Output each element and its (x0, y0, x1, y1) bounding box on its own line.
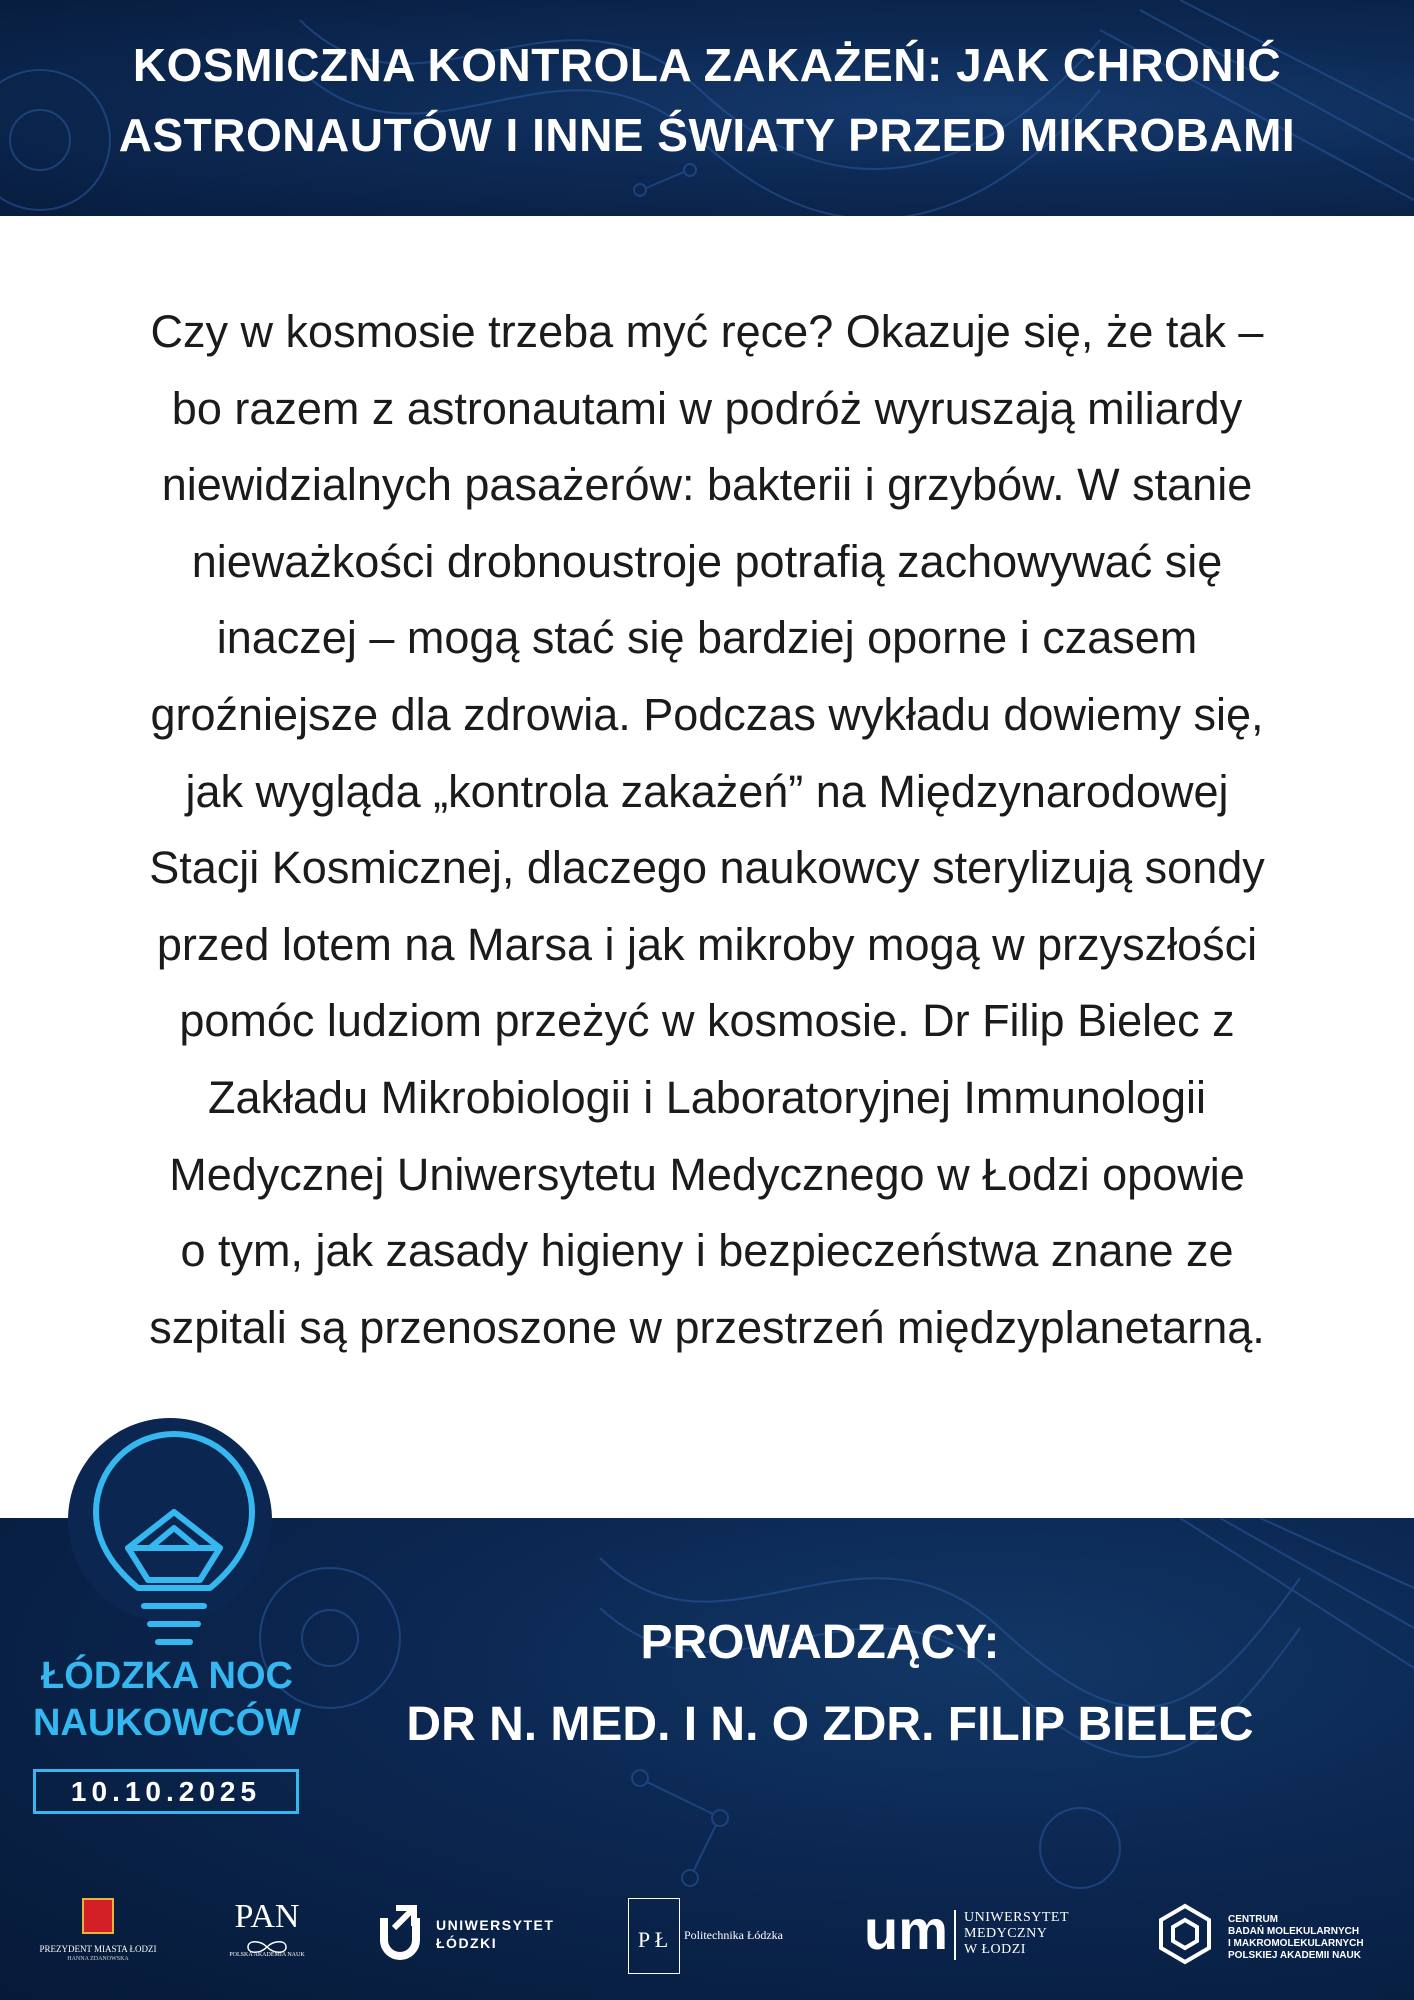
ul-arrow-icon (374, 1904, 426, 1964)
description-line: Zakładu Mikrobiologii i Laboratoryjnej Immunologii (208, 1071, 1206, 1123)
description-line: Medycznej Uniwersytetu Medycznego w Łodzi opowie (169, 1148, 1245, 1200)
event-name-line-2: NAUKOWCÓW (32, 1702, 302, 1744)
pan-wordmark: PAN (234, 1898, 300, 1935)
cb-text (1228, 1914, 1364, 1962)
header-banner (0, 0, 1414, 216)
lightbulb-boat-icon (88, 1428, 260, 1658)
prezydent-name: HANNA ZDANOWSKA (67, 1956, 129, 1962)
logo-politechnika-lodzka (628, 1898, 798, 1974)
description-line: bo razem z astronautami w podróż wyruszają miliardy (171, 382, 1243, 434)
pl-letters-icon (629, 1899, 678, 1972)
city-crest-icon (82, 1898, 114, 1934)
svg-text:P Ł: P Ł (637, 1927, 669, 1952)
cb-line-2: BADAŃ MOLEKULARNYCH (1228, 1926, 1360, 1937)
molecule-hexagon-icon (1152, 1902, 1218, 1968)
logo-uniwersytet-medyczny (864, 1898, 1084, 1964)
infinity-icon (242, 1940, 292, 1954)
cb-line-1: CENTRUM (1228, 1914, 1278, 1925)
cb-line-3: I MAKROMOLEKULARNYCH (1228, 1938, 1364, 1949)
logo-prezydent-miasta-lodzi (38, 1898, 158, 1968)
description-line: szpitali są przenoszone w przestrzeń międzyplanetarną. (149, 1301, 1265, 1353)
event-name-line-1: ŁÓDZKA NOC (41, 1655, 293, 1697)
pl-emblem-icon (628, 1898, 680, 1974)
page-title-line-1: KOSMICZNA KONTROLA ZAKAŻEŃ: JAK CHRONIĆ (132, 39, 1282, 91)
description-line: o tym, jak zasady higieny i bezpieczeństwa znane ze (180, 1225, 1234, 1277)
um-line-1: UNIWERSYTET (964, 1910, 1070, 1925)
description-line: jak wygląda „kontrola zakażeń” na Międzynarodowej (185, 765, 1229, 817)
um-line-2: MEDYCZNY (964, 1926, 1048, 1941)
description-line: inaczej – mogą stać się bardziej oporne i czasem (216, 612, 1198, 664)
cb-line-4: POLSKIEJ AKADEMII NAUK (1228, 1950, 1361, 1961)
lecturer-label: PROWADZĄCY: (640, 1616, 1000, 1669)
page-title-line-2: ASTRONAUTÓW I INNE ŚWIATY PRZED MIKROBAMI (118, 109, 1296, 161)
description-line: Stacji Kosmicznej, dlaczego naukowcy sterylizują sondy (149, 842, 1265, 894)
ul-line-1: UNIWERSYTET (436, 1917, 555, 1933)
lecture-description (40, 294, 1374, 1366)
logo-pan (222, 1900, 312, 1958)
description-line: pomóc ludziom przeżyć w kosmosie. Dr Filip Bielec z (179, 995, 1235, 1047)
description-line: nieważkości drobnoustroje potrafią zachowywać się (191, 535, 1223, 587)
description-line: niewidzialnych pasażerów: bakterii i grzybów. W stanie (161, 459, 1253, 511)
um-text (964, 1910, 1069, 1958)
description-line: przed lotem na Marsa i jak mikroby mogą w przyszłości (156, 918, 1258, 970)
ul-line-2: ŁÓDZKI (436, 1935, 498, 1951)
pan-subtitle: POLSKA AKADEMIA NAUK (229, 1952, 305, 1958)
logo-cbmm-pan (1152, 1902, 1392, 1968)
logo-uniwersytet-lodzki (374, 1904, 564, 1964)
um-line-3: W ŁODZI (964, 1942, 1026, 1957)
prezydent-label: PREZYDENT MIASTA ŁODZI (39, 1944, 157, 1954)
description-line: Czy w kosmosie trzeba myć ręce? Okazuje się, że tak – (150, 306, 1264, 357)
pl-label: Politechnika Łódzka (684, 1928, 783, 1942)
description-line: groźniejsze dla zdrowia. Podczas wykładu dowiemy się, (150, 688, 1264, 740)
ul-text (436, 1916, 554, 1952)
event-date-badge: 10.10.2025 (33, 1769, 299, 1814)
um-separator (954, 1910, 956, 1960)
lecturer-name: DR N. MED. I N. O ZDR. FILIP BIELEC (406, 1698, 1254, 1751)
um-wordmark: um (864, 1898, 948, 1961)
